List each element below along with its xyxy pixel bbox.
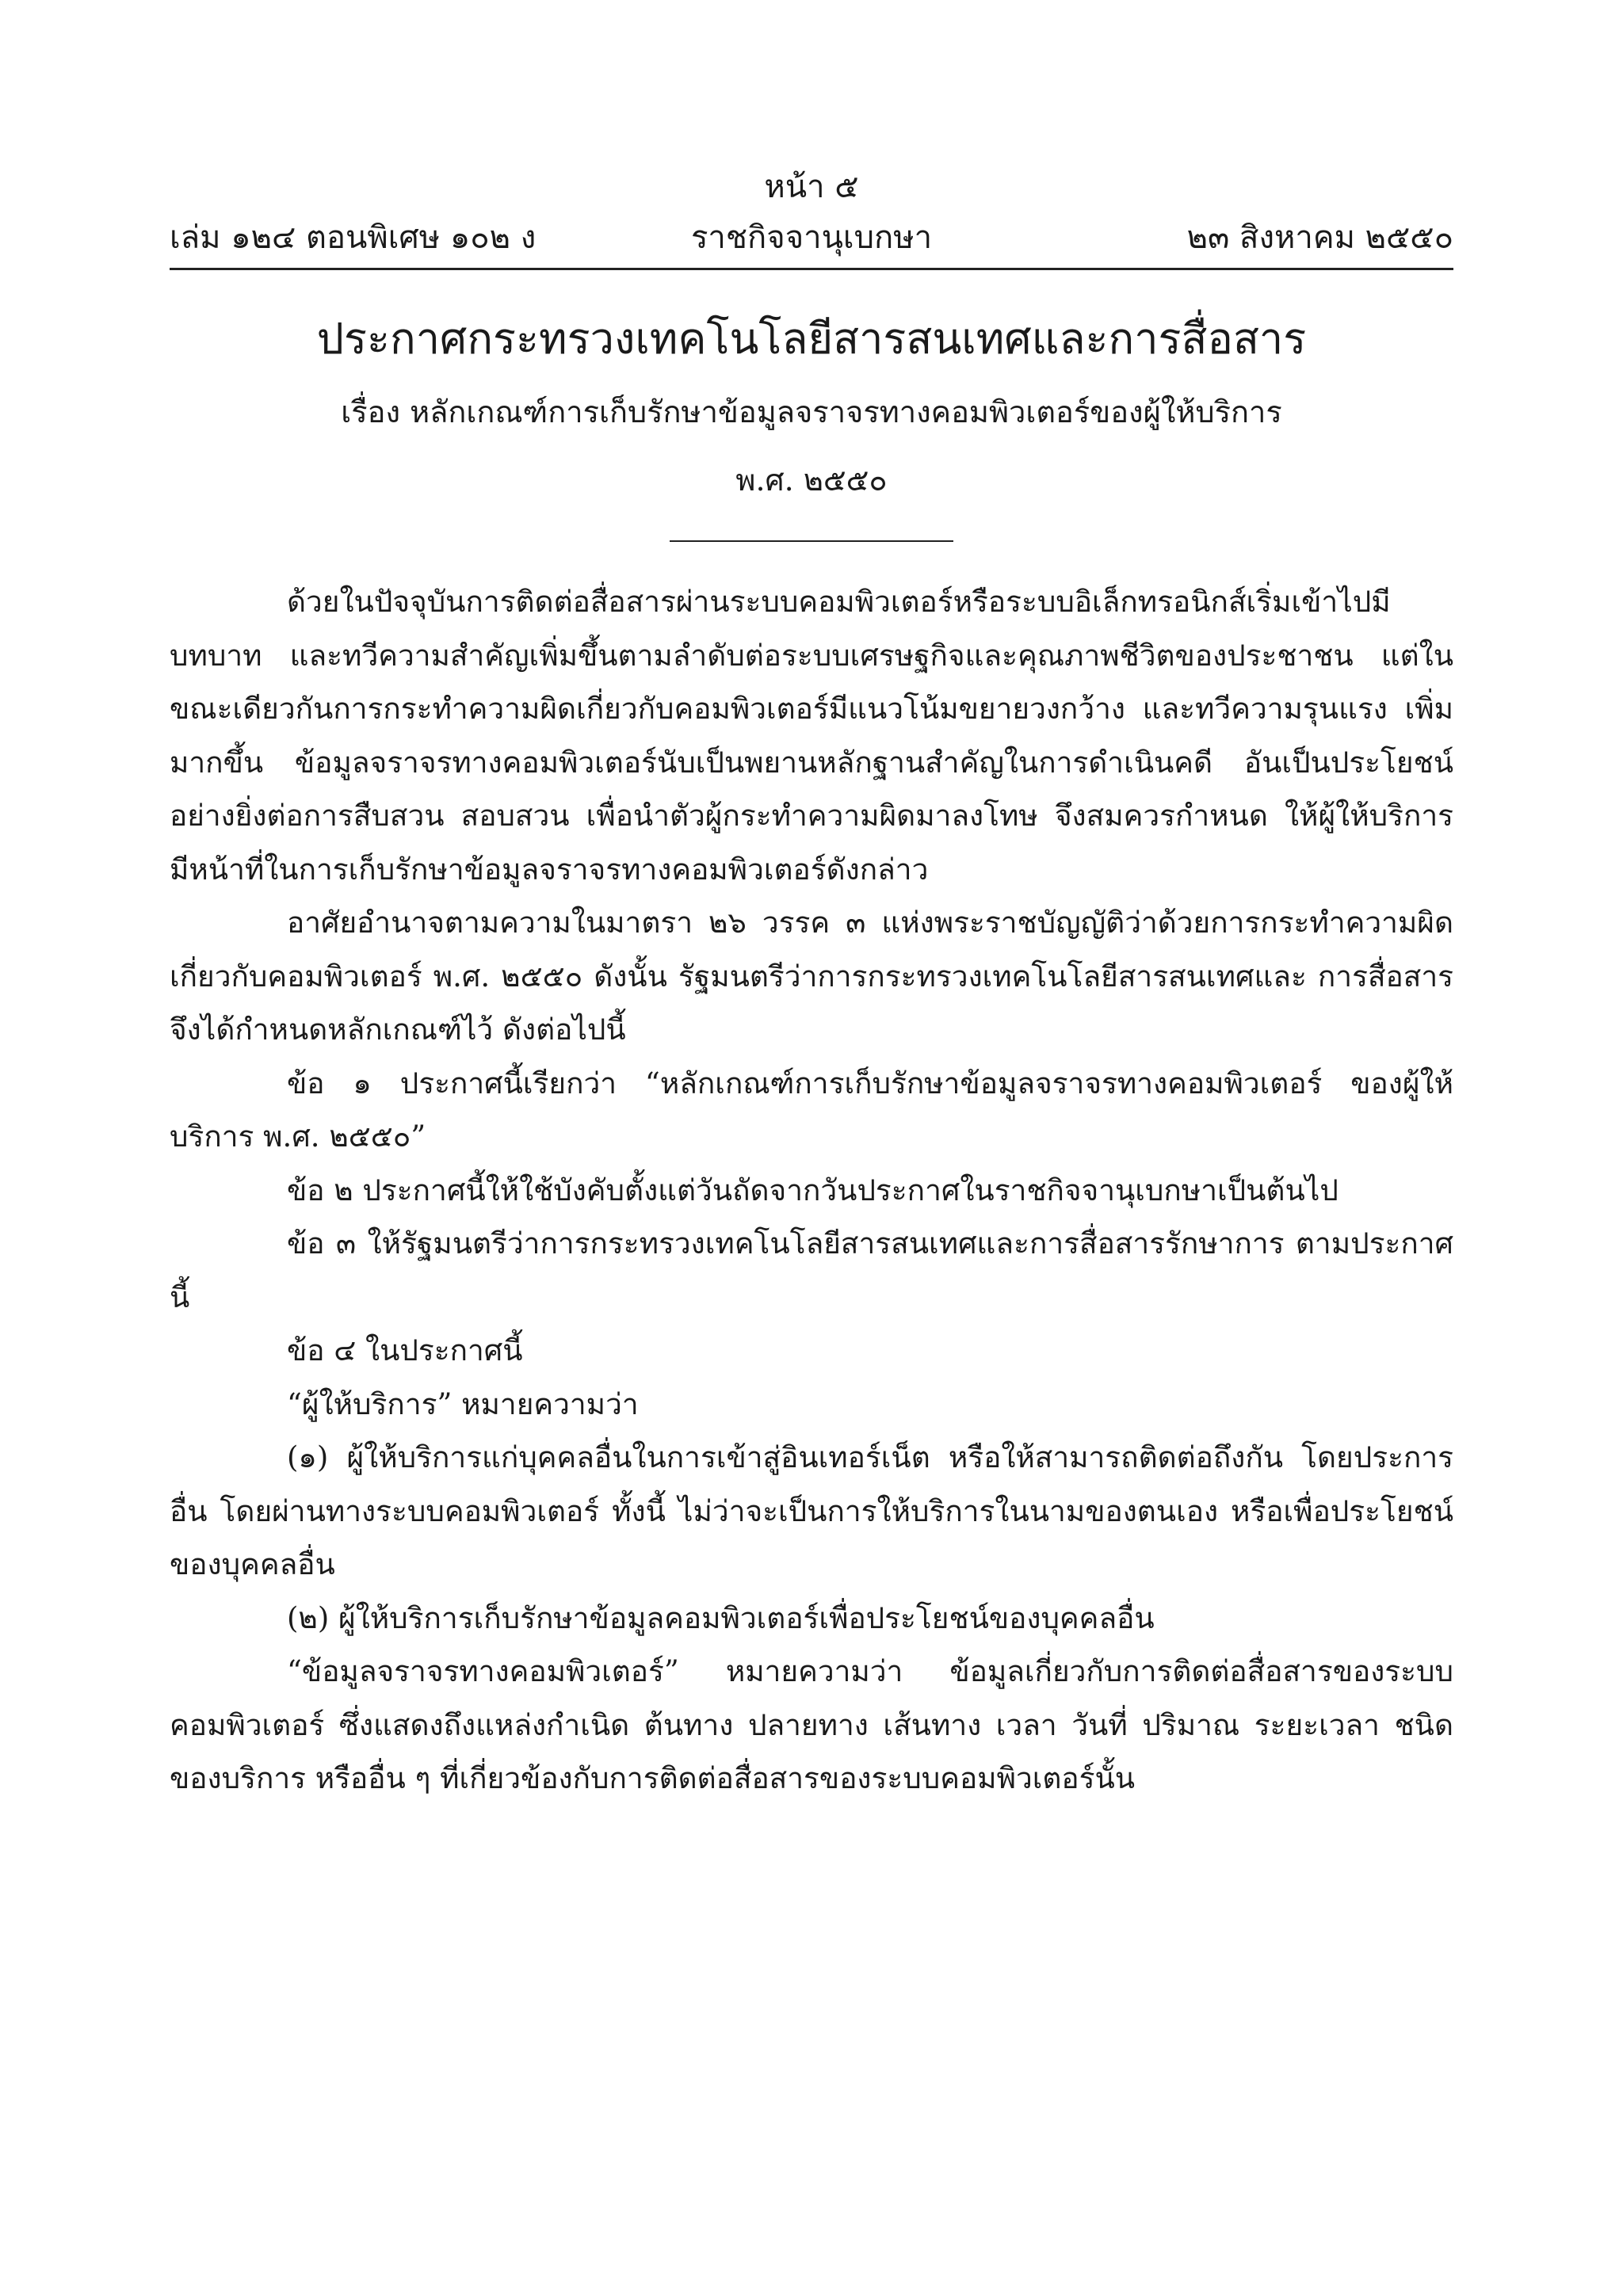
- volume-issue: เล่ม ๑๒๔ ตอนพิเศษ ๑๐๒ ง: [170, 219, 537, 256]
- definition-item-2: (๒) ผู้ให้บริการเก็บรักษาข้อมูลคอมพิวเตอร์เพื่อประโยชน์ของบุคคลอื่น: [287, 1600, 1155, 1635]
- gazette-header: [170, 212, 1453, 263]
- publication-date: ๒๓ สิงหาคม ๒๕๕๐: [1186, 219, 1453, 256]
- gazette-name: ราชกิจจานุเบกษา: [690, 219, 933, 256]
- clause-3: ข้อ ๓ ให้รัฐมนตรีว่าการกระทรวงเทคโนโลยีสารสนเทศและการสื่อสารรักษาการ ตามประกาศนี้: [170, 1226, 1453, 1314]
- preamble-paragraph: ด้วยในปัจจุบันการติดต่อสื่อสารผ่านระบบคอมพิวเตอร์หรือระบบอิเล็กทรอนิกส์เริ่มเข้าไปมีบทบาท และทวีความสำคัญเพิ่มขึ้นตามลำดับต่อระบบเศรษฐกิจและคุณภาพชีวิตของประชาชน แต่ในขณะเดียวกันการกระทำความผิดเกี่ยวกับคอมพิวเตอร์มีแนวโน้มขยายวงกว้าง และทวีความรุนแรง เพิ่มมากขึ้น ข้อมูลจราจรทางคอมพิวเตอร์นับเป็นพยานหลักฐานสำคัญในการดำเนินคดี อันเป็นประโยชน์อย่างยิ่งต่อการสืบสวน สอบสวน เพื่อนำตัวผู้กระทำความผิดมาลงโทษ จึงสมควรกำหนด ให้ผู้ให้บริการมีหน้าที่ในการเก็บรักษาข้อมูลจราจรทางคอมพิวเตอร์ดังกล่าว: [170, 585, 1453, 887]
- announcement-subject: เรื่อง หลักเกณฑ์การเก็บรักษาข้อมูลจราจรทางคอมพิวเตอร์ของผู้ให้บริการ: [341, 395, 1282, 429]
- announcement-body: [170, 575, 1453, 1806]
- clause-2: ข้อ ๒ ประกาศนี้ให้ใช้บังคับตั้งแต่วันถัดจากวันประกาศในราชกิจจานุเบกษาเป็นต้นไป: [287, 1173, 1338, 1207]
- authority-paragraph: อาศัยอำนาจตามความในมาตรา ๒๖ วรรค ๓ แห่งพระราชบัญญัติว่าด้วยการกระทำความผิด เกี่ยวกับคอมพิวเตอร์ พ.ศ. ๒๕๕๐ ดังนั้น รัฐมนตรีว่าการกระทรวงเทคโนโลยีสารสนเทศและ การสื่อสาร จึงได้กำหนดหลักเกณฑ์ไว้ ดังต่อไปนี้: [170, 906, 1453, 1047]
- announcement-title: ประกาศกระทรวงเทคโนโลยีสารสนเทศและการสื่อสาร: [316, 314, 1307, 364]
- definition-service-provider: “ผู้ให้บริการ” หมายความว่า: [287, 1386, 639, 1421]
- clause-4: ข้อ ๔ ในประกาศนี้: [287, 1333, 523, 1367]
- clause-1: ข้อ ๑ ประกาศนี้เรียกว่า “หลักเกณฑ์การเก็บรักษาข้อมูลจราจรทางคอมพิวเตอร์ ของผู้ให้บริการ พ.ศ. ๒๕๕๐”: [170, 1066, 1453, 1154]
- page-number: หน้า ๕: [764, 169, 859, 205]
- definition-traffic-data: “ข้อมูลจราจรทางคอมพิวเตอร์” หมายความว่า ข้อมูลเกี่ยวกับการติดต่อสื่อสารของระบบ คอมพิวเตอร์ ซึ่งแสดงถึงแหล่งกำเนิด ต้นทาง ปลายทาง เส้นทาง เวลา วันที่ ปริมาณ ระยะเวลา ชนิดของบริการ หรืออื่น ๆ ที่เกี่ยวข้องกับการติดต่อสื่อสารของระบบคอมพิวเตอร์นั้น: [170, 1654, 1453, 1795]
- title-divider: [670, 540, 953, 542]
- announcement-year: พ.ศ. ๒๕๕๐: [735, 463, 888, 498]
- definition-item-1: (๑) ผู้ให้บริการแก่บุคคลอื่นในการเข้าสู่อินเทอร์เน็ต หรือให้สามารถติดต่อถึงกัน โดยประการอื่น โดยผ่านทางระบบคอมพิวเตอร์ ทั้งนี้ ไม่ว่าจะเป็นการให้บริการในนามของตนเอง หรือเพื่อประโยชน์ของบุคคลอื่น: [170, 1440, 1453, 1581]
- header-divider: [170, 268, 1453, 270]
